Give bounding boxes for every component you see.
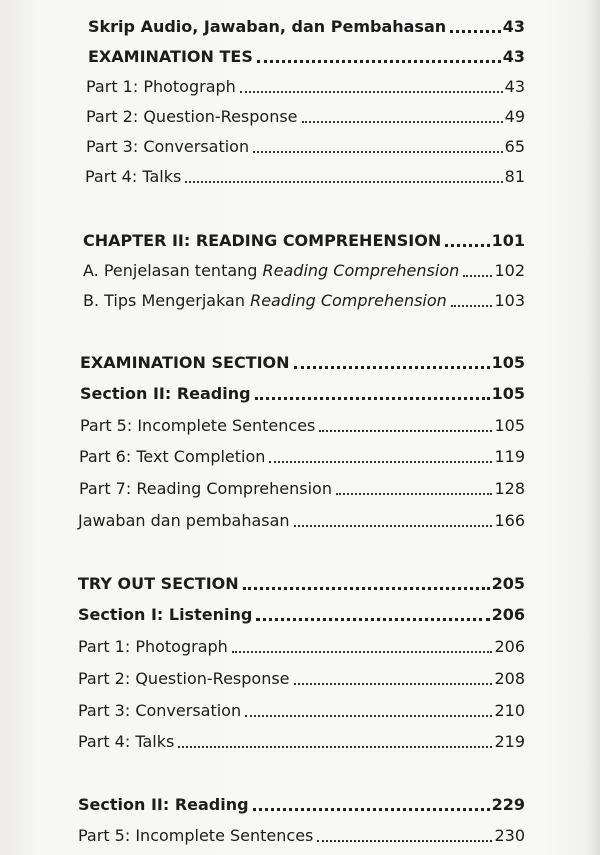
dot-leader [240, 90, 503, 93]
toc-entry [86, 100, 525, 128]
toc-chapter-heading [83, 224, 525, 252]
toc-entry-title: Part 3: Conversation [78, 701, 242, 720]
toc-entry-title: Part 1: Photograph [78, 637, 228, 656]
toc-entry-page: 219 [494, 732, 525, 751]
toc-entry [78, 630, 525, 658]
toc-entry-page: 206 [494, 637, 525, 656]
toc-entry-page: 101 [491, 231, 525, 250]
dot-leader [463, 274, 492, 277]
toc-entry-title: Part 6: Text Completion [79, 447, 266, 466]
dot-leader [302, 120, 503, 123]
dot-leader [317, 839, 492, 842]
dot-leader [245, 714, 492, 717]
toc-entry-title [83, 290, 447, 312]
dot-leader [269, 460, 492, 463]
toc-entry-page: 166 [494, 511, 525, 530]
dot-leader [445, 243, 489, 247]
toc-entry [86, 130, 525, 158]
toc-entry-title: EXAMINATION TES [88, 47, 253, 66]
dot-leader [255, 396, 490, 400]
dot-leader [336, 492, 492, 495]
toc-entry [78, 725, 525, 753]
toc-entry-title: Section I: Listening [78, 605, 253, 624]
toc-entry-page: 230 [494, 826, 525, 845]
toc-section-heading [80, 377, 525, 405]
toc-entry-page: 65 [504, 137, 525, 156]
toc-entry [83, 254, 525, 282]
toc-entry-page: 105 [491, 384, 525, 403]
toc-entry-page: 229 [491, 795, 525, 814]
dot-leader [294, 365, 490, 369]
toc-entry-title: Section II: Reading [78, 795, 249, 814]
dot-leader [178, 745, 492, 748]
toc-entry [83, 284, 525, 312]
toc-entry-title: Part 5: Incomplete Sentences [78, 826, 314, 845]
dot-leader [185, 180, 502, 183]
toc-entry-title: Skrip Audio, Jawaban, dan Pembahasan [88, 17, 447, 36]
toc-entry-page: 49 [504, 107, 525, 126]
toc-entry-title [83, 260, 459, 282]
toc-entry-title: Part 5: Incomplete Sentences [80, 416, 316, 435]
toc-entry-page: 128 [494, 479, 525, 498]
dot-leader [253, 150, 503, 153]
dot-leader [294, 524, 493, 527]
toc-entry-title: EXAMINATION SECTION [80, 353, 290, 372]
toc-entry [80, 409, 525, 437]
toc-section-heading [78, 598, 525, 626]
title-prefix: B. Tips Mengerjakan [83, 291, 251, 310]
toc-entry [79, 440, 525, 468]
toc-section-heading [78, 567, 525, 595]
toc-entry [88, 40, 525, 68]
toc-entry-title: Jawaban dan pembahasan [78, 511, 290, 530]
dot-leader [253, 807, 490, 811]
toc-entry [78, 819, 525, 847]
toc-entry-page: 102 [494, 261, 525, 280]
toc-entry [78, 662, 525, 690]
dot-leader [243, 586, 490, 590]
toc-entry-page: 206 [491, 605, 525, 624]
toc-entry-title: CHAPTER II: READING COMPREHENSION [83, 231, 442, 250]
toc-entry [78, 694, 525, 722]
title-prefix: A. Penjelasan tentang [83, 261, 263, 280]
title-italic: Reading Comprehension [250, 291, 447, 310]
toc-entry-page: 43 [504, 77, 525, 96]
toc-entry-title: Part 4: Talks [78, 732, 175, 751]
toc-entry-page: 205 [491, 574, 525, 593]
toc-entry [86, 70, 525, 98]
toc-entry-title: Part 2: Question-Response [78, 669, 290, 688]
toc-entry-title: Part 2: Question-Response [86, 107, 298, 126]
dot-leader [232, 650, 493, 653]
dot-leader [256, 617, 489, 621]
toc-entry-title: Section II: Reading [80, 384, 251, 403]
page-edge-shadow [586, 0, 600, 855]
toc-entry-page: 43 [502, 17, 525, 36]
dot-leader [450, 29, 501, 33]
toc-entry [79, 472, 525, 500]
toc-entry-page: 43 [502, 47, 525, 66]
toc-entry-title: Part 4: Talks [85, 167, 182, 186]
toc-entry-page: 81 [504, 167, 525, 186]
toc-entry-title: Part 3: Conversation [86, 137, 250, 156]
toc-entry-page: 210 [494, 701, 525, 720]
toc-entry-page: 119 [494, 447, 525, 466]
toc-entry [88, 10, 525, 38]
toc-entry-title: TRY OUT SECTION [78, 574, 239, 593]
toc-entry-title: Part 7: Reading Comprehension [79, 479, 332, 498]
toc-entry-title: Part 1: Photograph [86, 77, 236, 96]
dot-leader [319, 429, 492, 432]
dot-leader [257, 59, 501, 63]
dot-leader [294, 682, 493, 685]
title-italic: Reading Comprehension [262, 261, 460, 280]
dot-leader [451, 304, 493, 307]
toc-section-heading [80, 346, 525, 374]
toc-entry-page: 208 [494, 669, 525, 688]
toc-entry-page: 105 [491, 353, 525, 372]
toc-entry-page: 105 [494, 416, 525, 435]
toc-entry-page: 103 [494, 291, 525, 310]
toc-entry [78, 504, 525, 532]
toc-entry [85, 160, 525, 188]
toc-section-heading [78, 788, 525, 816]
